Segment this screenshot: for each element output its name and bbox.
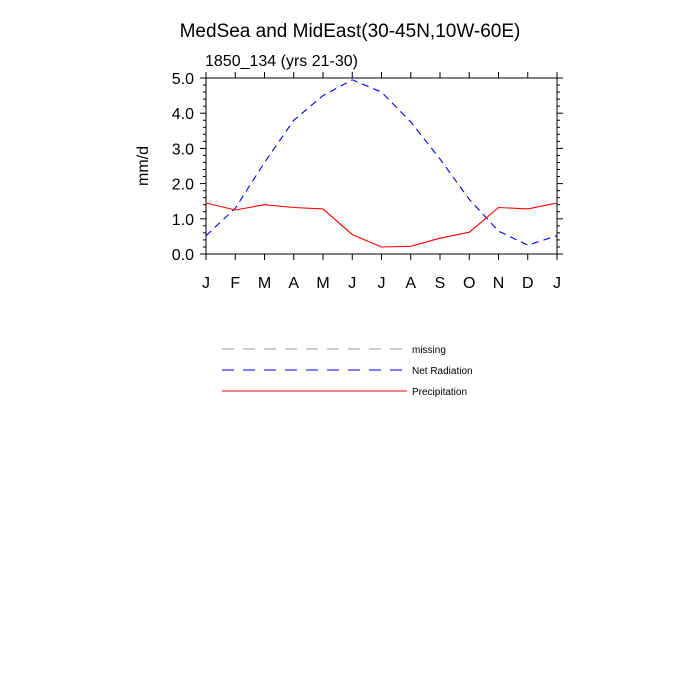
x-tick-label: J (202, 275, 210, 292)
y-tick-label: 5.0 (171, 71, 194, 88)
y-tick-label: 1.0 (171, 211, 194, 229)
y-tick-label: 4.0 (171, 106, 194, 124)
x-tick-label: N (492, 275, 505, 292)
x-tick-label: D (521, 275, 534, 292)
y-tick-label: 2.0 (171, 176, 194, 194)
legend-label: missing (412, 345, 446, 356)
chart-subtitle: 1850_134 (yrs 21-30) (205, 53, 358, 70)
x-tick-label: M (316, 275, 330, 292)
x-tick-label: F (230, 275, 241, 292)
y-tick-label: 3.0 (171, 141, 194, 159)
x-tick-label: J (377, 275, 386, 292)
legend-label: Net Radiation (412, 366, 473, 377)
x-tick-label: A (288, 275, 300, 292)
x-tick-label: O (463, 275, 476, 292)
x-tick-label: S (434, 275, 446, 292)
y-axis-label: mm/d (135, 146, 152, 186)
legend-label: Precipitation (412, 387, 468, 398)
y-tick-label: 0.0 (171, 247, 194, 264)
x-tick-label: J (553, 275, 561, 292)
x-tick-label: M (257, 275, 272, 292)
x-tick-label: A (405, 275, 417, 292)
x-tick-label: J (348, 275, 357, 292)
chart-title: MedSea and MidEast(30-45N,10W-60E) (179, 21, 521, 42)
